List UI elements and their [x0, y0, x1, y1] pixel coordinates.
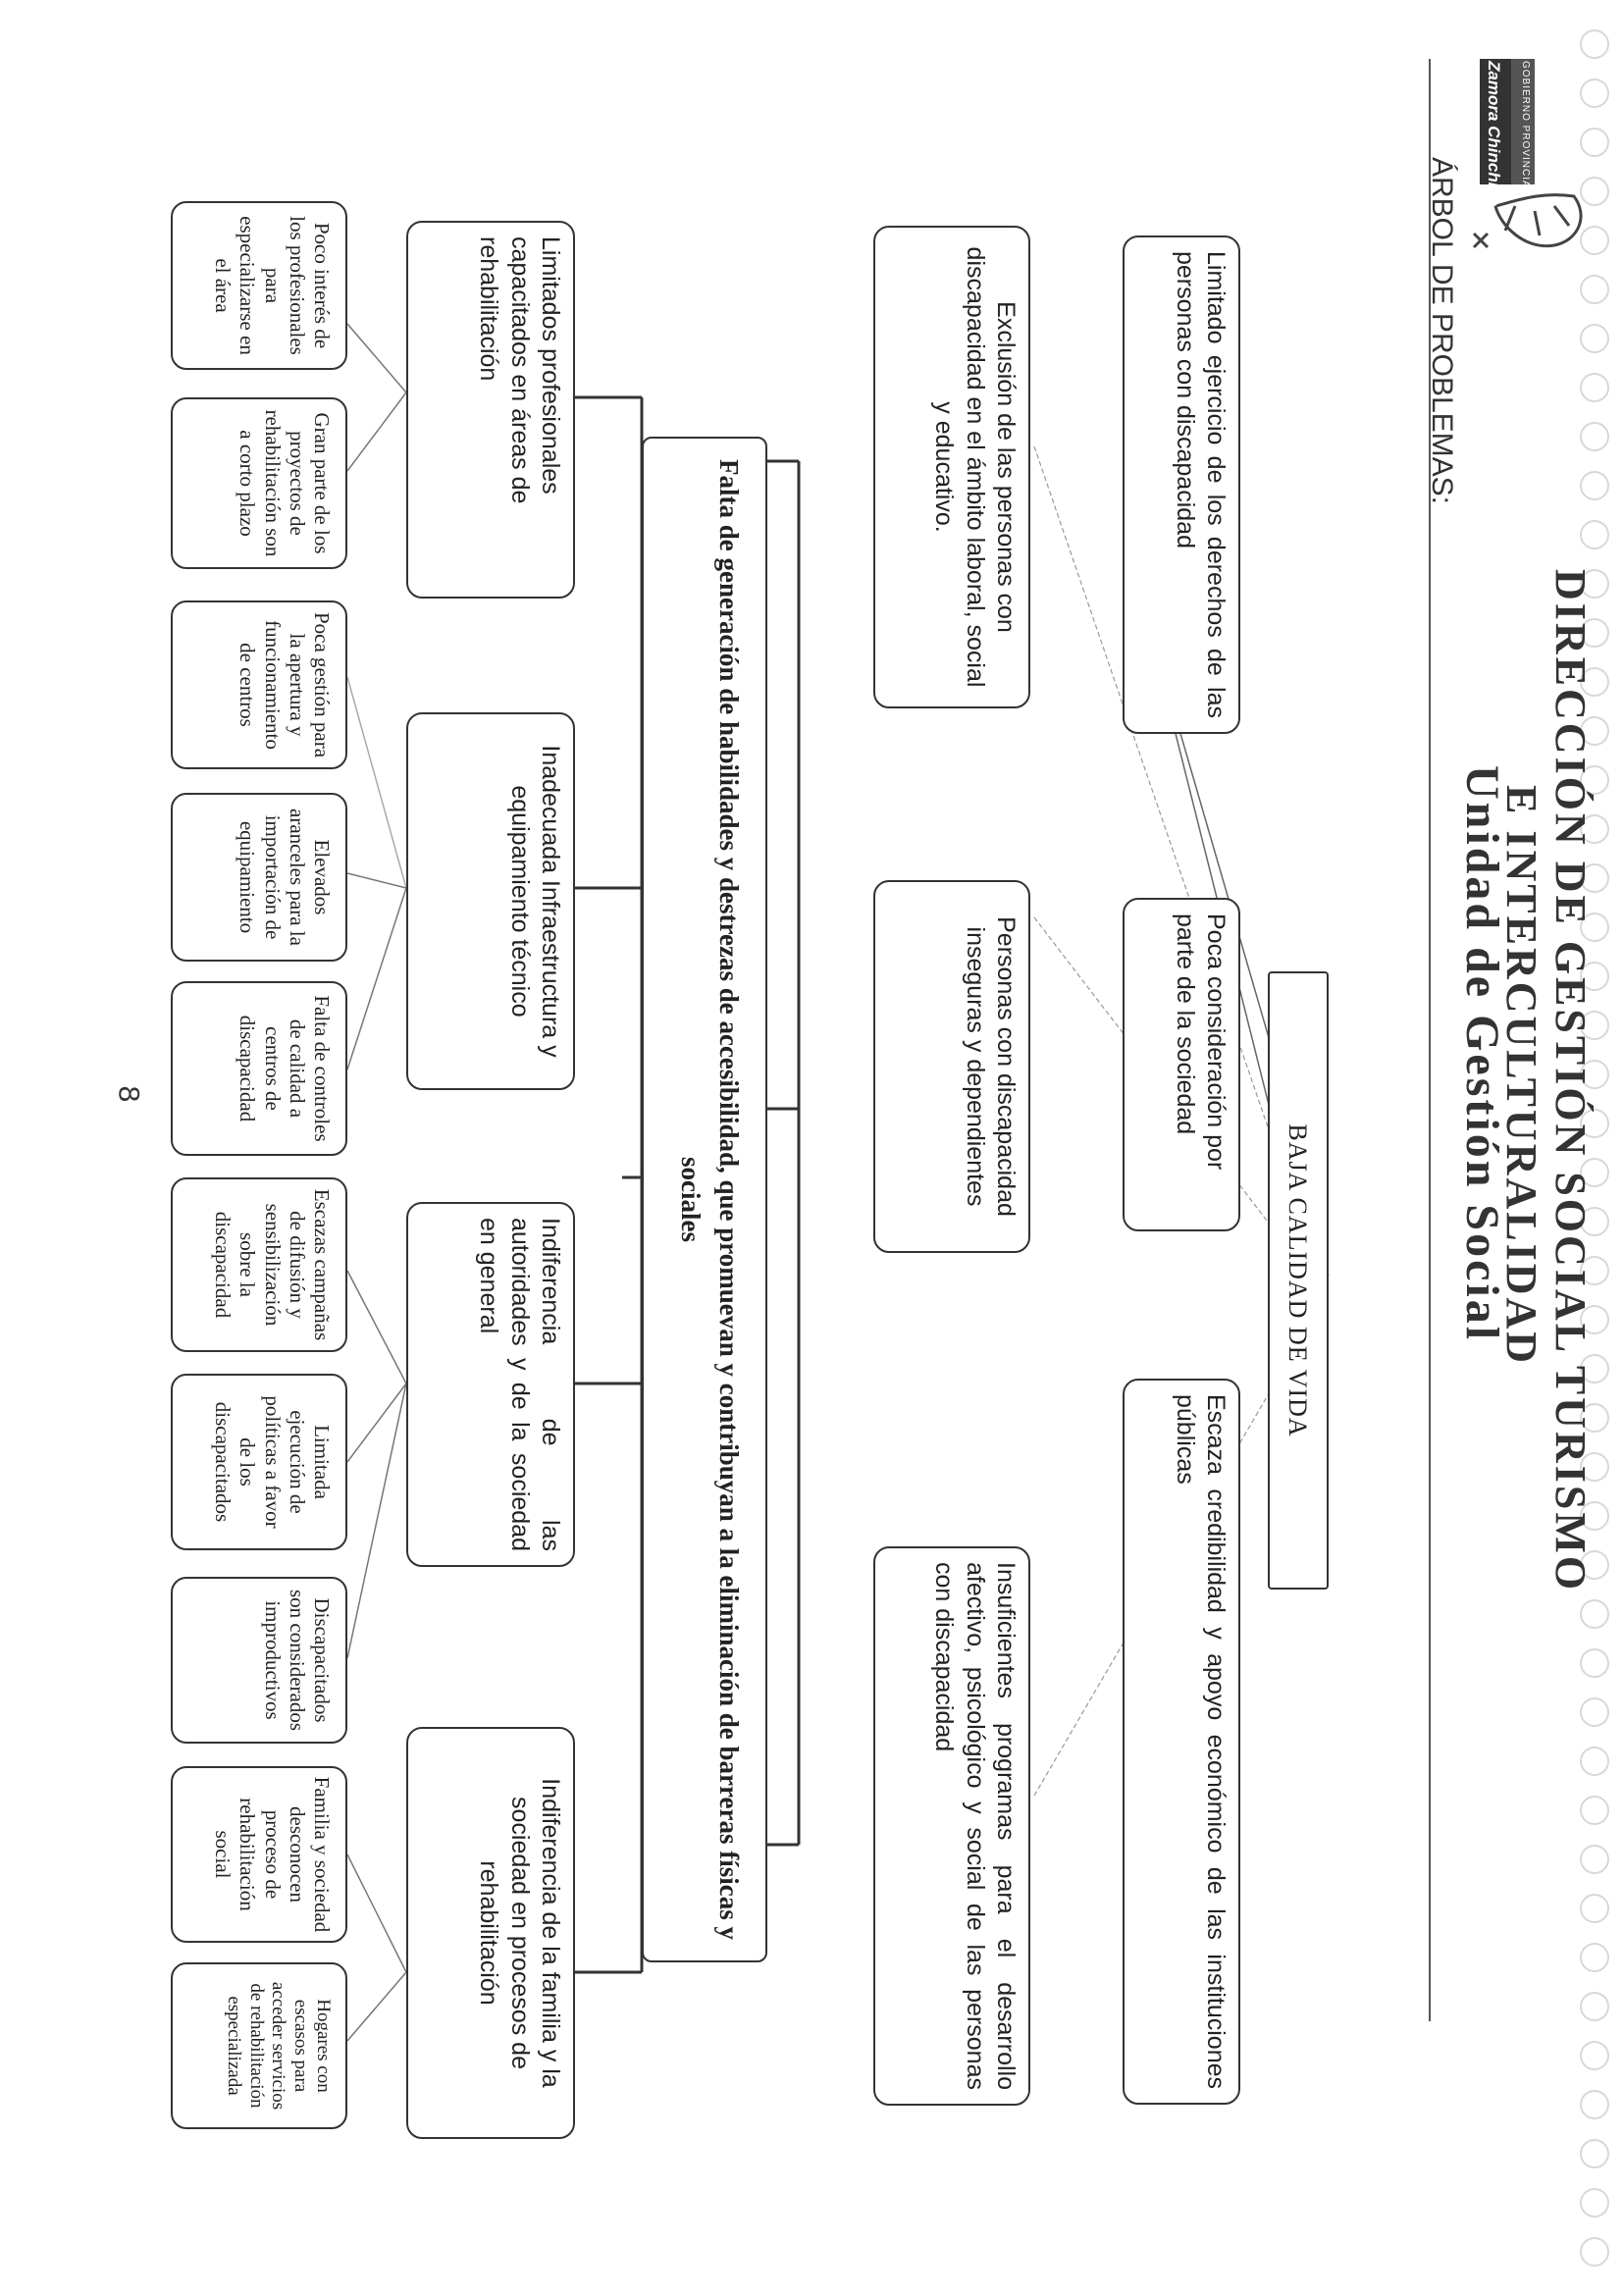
cause-box-1: Limitados profesionales capacitados en áreas de rehabilitación	[406, 221, 575, 599]
header-title-line1: DIRECCIÓN DE GESTIÓN SOCIAL TURISMO	[1546, 569, 1595, 1593]
central-problem-box: Falta de generación de habilidades y destrezas de accesibilidad, que promuevan y contribuyan a la eliminación de barreras físicas y sociales	[642, 437, 767, 1962]
subcause-box-7: Limitada ejecución de políticas a favor de los discapacitados	[171, 1374, 347, 1550]
logo-text-bottom: Zamora Chinchipe	[1485, 61, 1503, 207]
effect-box-2: Poca consideración por parte de la sociedad	[1123, 898, 1240, 1231]
header-title-line2: E INTERCULTURALIDAD	[1497, 785, 1545, 1367]
subcause-box-1: Poco interés de los profesionales para especializarse en el área	[171, 201, 347, 370]
main-effect-box: BAJA CALIDAD DE VIDA	[1268, 971, 1329, 1590]
subcause-box-8: Discapacitados son considerados improductivos	[171, 1577, 347, 1744]
cause-box-3: Indiferencia de las autoridades y de la sociedad en general	[406, 1202, 575, 1567]
subcause-box-9: Familia y sociedad desconocen proceso de rehabilitación social	[171, 1766, 347, 1943]
section-heading: ÁRBOL DE PROBLEMAS:	[1426, 157, 1458, 504]
effect-box-6: Insuficientes programas para el desarrollo afectivo, psicológico y social de las personas con discapacidad	[873, 1546, 1030, 2106]
logo-text-top: GOBIERNO PROVINCIAL	[1520, 61, 1531, 195]
subcause-box-10: Hogares con escasos para acceder servicios de rehabilitación especializada	[171, 1962, 347, 2129]
subcause-box-4: Elevados aranceles para la importación de equipamiento	[171, 793, 347, 962]
cause-box-4: Indiferencia de la familia y la sociedad en procesos de rehabilitación	[406, 1727, 575, 2139]
subcause-box-2: Gran parte de los proyectos de rehabilitación son a corto plazo	[171, 397, 347, 569]
subcause-box-5: Falta de controles de calidad a centros de discapacidad	[171, 981, 347, 1156]
effect-box-3: Escaza credibilidad y apoyo económico de las instituciones públicas	[1123, 1379, 1240, 2105]
cause-box-2: Inadecuada Infraestructura y equipamiento técnico	[406, 712, 575, 1090]
effect-box-5: Personas con discapacidad inseguras y dependientes	[873, 880, 1030, 1253]
effect-box-4: Exclusión de las personas con discapacidad en el ámbito laboral, social y educativo.	[873, 226, 1030, 708]
page-number: 8	[112, 1085, 145, 1103]
subcause-box-3: Poca gestión para la apertura y funcionamiento de centros	[171, 600, 347, 769]
effect-box-1: Limitado ejercicio de los derechos de las personas con discapacidad	[1123, 235, 1240, 734]
header-title-line3: Unidad de Gestión Social	[1456, 765, 1508, 1343]
subcause-box-6: Escazas campañas de difusión y sensibilización sobre la discapacidad	[171, 1177, 347, 1352]
